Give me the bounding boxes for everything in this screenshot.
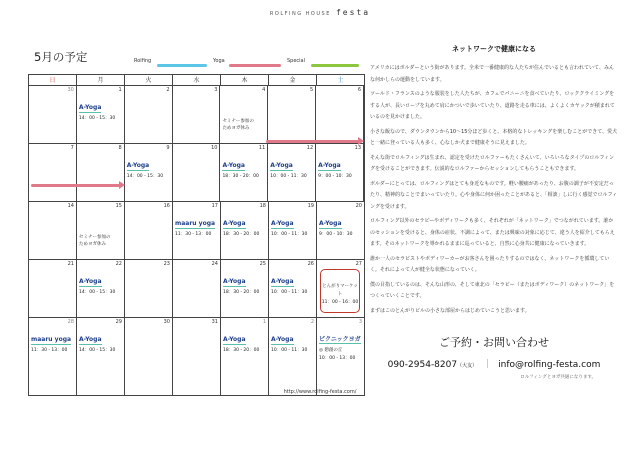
- day-cell[interactable]: [173, 202, 221, 259]
- event-name: A-Yoga: [270, 162, 293, 169]
- day-number: 19: [307, 203, 314, 209]
- article-paragraph: ロルフィング以外のセラピーやボディワークも多く、それぞれが「ネットワーク」でつながれています。誰かのセッションを受けると、身体の症状、不調によって、または興味の対象に応じて、違う人を紹介してもらえます。そのネットワークを導かれるままに巡っていると、自然に心身共に健康になっていきます。: [370, 218, 615, 247]
- day-cell[interactable]: [29, 260, 77, 317]
- day-number: 25: [259, 261, 266, 267]
- weekday-sun: 日: [29, 75, 77, 85]
- day-cell[interactable]: [268, 144, 316, 201]
- contact-row: [370, 357, 618, 370]
- event-name: A-Yoga: [78, 104, 102, 111]
- event-time: 9：00 - 10：30: [319, 232, 353, 237]
- day-number: 26: [307, 261, 314, 267]
- day-number: 30: [163, 319, 170, 325]
- day-cell[interactable]: [317, 318, 364, 395]
- article-paragraph: まずはこのとんがりビルの小さな部屋からはじめていこうと思います。: [370, 307, 530, 314]
- event-place: ◎ 憩創の丘: [319, 348, 343, 353]
- event-a-yoga[interactable]: [222, 152, 265, 179]
- day-number: 17: [211, 203, 218, 209]
- event-a-yoga[interactable]: [270, 152, 313, 179]
- day-cell[interactable]: [125, 144, 173, 201]
- event-time: 10：00 - 11：30: [270, 174, 307, 179]
- day-cell[interactable]: [29, 202, 77, 259]
- event-picnic-yoga[interactable]: [319, 326, 362, 361]
- day-number: 5: [309, 87, 314, 93]
- day-number: 3: [214, 87, 218, 93]
- day-number: 16: [163, 203, 170, 209]
- calendar-week: [29, 318, 364, 395]
- day-cell[interactable]: [77, 260, 125, 317]
- event-time: 10：00 - 11：30: [271, 290, 308, 295]
- phone-contact-name: （大友）: [457, 363, 478, 369]
- day-cell[interactable]: [125, 86, 173, 143]
- day-number: 18: [259, 203, 266, 209]
- event-a-yoga[interactable]: [79, 94, 122, 121]
- event-time: 11：30 - 13：00: [175, 232, 212, 237]
- event-name: maaru yoga: [175, 220, 216, 227]
- article-paragraph: 誰か一人のセラピストやボディワーカーがお客さんを囲ったりするのではなく、ネットワークを循環していく。それによって人が健全な状態になっていく。: [370, 255, 610, 273]
- event-name: A-Yoga: [319, 220, 342, 227]
- seminar-notice: [222, 118, 265, 132]
- article-title: ネットワークで健康になる: [452, 45, 536, 53]
- legend-rolfing-swatch: [157, 64, 207, 67]
- day-number: 9: [166, 145, 170, 151]
- day-cell[interactable]: [77, 144, 125, 201]
- seminar-notice: [79, 234, 122, 248]
- event-time: 18：30 - 20：00: [223, 290, 260, 295]
- weekday-sat: 土: [337, 77, 344, 84]
- day-number: 8: [118, 145, 122, 151]
- day-number: 4: [262, 87, 266, 93]
- event-maaru-yoga[interactable]: [175, 210, 218, 237]
- weekday-tue: 火: [125, 75, 173, 85]
- day-number: 6: [357, 87, 362, 93]
- calendar-title: 5月の予定: [34, 50, 88, 64]
- legend-special-label: Special: [287, 58, 306, 64]
- legend: [0, 59, 370, 71]
- market-event[interactable]: [320, 269, 360, 313]
- event-name: A-Yoga: [271, 336, 294, 343]
- day-cell[interactable]: [220, 86, 268, 143]
- event-name: A-Yoga: [222, 162, 245, 169]
- day-cell[interactable]: [221, 318, 269, 395]
- event-time: 14：00 - 15：30: [79, 290, 116, 295]
- day-cell[interactable]: [173, 86, 221, 143]
- day-cell[interactable]: [268, 86, 316, 143]
- event-name: A-Yoga: [318, 162, 341, 169]
- calendar-week: [29, 86, 364, 144]
- day-number: 15: [115, 203, 122, 209]
- day-cell[interactable]: [173, 260, 221, 317]
- day-number: 2: [166, 87, 170, 93]
- weekday-fri: 金: [269, 75, 317, 85]
- day-cell[interactable]: [221, 260, 269, 317]
- event-a-yoga[interactable]: [127, 152, 170, 179]
- day-number: 21: [67, 261, 74, 267]
- contact-section: [370, 334, 618, 380]
- article-paragraph: 僕の目指しているのは、そんな山形の、そして東北の「セラピー（またはボディワーク）のネットワーク」をつくっていくことです。: [370, 281, 615, 299]
- event-a-yoga[interactable]: [223, 210, 266, 237]
- day-cell[interactable]: [29, 318, 77, 395]
- legend-yoga-label: Yoga: [213, 58, 225, 64]
- day-cell[interactable]: [269, 260, 317, 317]
- yoga-break-arrow: [266, 140, 360, 143]
- day-cell[interactable]: [317, 202, 364, 259]
- market-name: とんがりマーケット: [322, 284, 358, 297]
- day-cell[interactable]: [29, 144, 77, 201]
- day-cell[interactable]: [125, 318, 173, 395]
- day-number: 31: [211, 319, 218, 325]
- event-time: 18：30 - 20：00: [223, 232, 260, 237]
- event-a-yoga[interactable]: [318, 152, 361, 179]
- day-number: 29: [115, 319, 122, 325]
- day-number: 23: [163, 261, 170, 267]
- event-name: A-Yoga: [126, 162, 150, 169]
- day-cell[interactable]: [173, 318, 221, 395]
- calendar-week: [29, 144, 364, 202]
- event-time: 18：30 - 20：00: [222, 174, 259, 179]
- day-number: 20: [355, 203, 362, 209]
- day-cell[interactable]: [316, 144, 364, 201]
- market-time: 11：00 - 16：00: [321, 300, 359, 305]
- article-paragraph: ボルダーにとっては、ロルフィングはとても身近なものです。軽い腰痛があったり、お腹の調子が不安定だったり、精神的なことでまいっていたり。心や身体に何か困ったことがあると、「相談」しに行く感覚でロルフィングを受けます。: [370, 180, 618, 210]
- contact-note: ロルフィングとヨガ共通になります。: [520, 375, 596, 380]
- phone-number[interactable]: 090-2954-8207: [387, 360, 458, 370]
- seminar-line: セミナー参加の: [222, 119, 254, 124]
- event-time: 14：00 - 15：30: [79, 348, 116, 353]
- contact-heading: ご予約・お問い合わせ: [439, 336, 549, 349]
- event-name: ピクニックヨガ: [319, 336, 361, 343]
- event-time: 10：00 - 13：00: [319, 356, 356, 361]
- event-name: A-Yoga: [79, 336, 102, 343]
- event-time: 9：00 - 10：30: [318, 174, 352, 179]
- legend-rolfing-label: Rolfing: [134, 58, 152, 64]
- day-number: 1: [118, 87, 122, 93]
- day-number: 10: [211, 145, 218, 151]
- event-a-yoga[interactable]: [271, 326, 314, 353]
- event-name: A-Yoga: [223, 220, 246, 227]
- day-number: 11: [258, 145, 266, 151]
- calendar-grid: [28, 74, 365, 396]
- article: [370, 44, 618, 320]
- event-time: 14：00 - 15：30: [78, 116, 116, 121]
- day-number: 14: [67, 203, 74, 209]
- day-cell[interactable]: [173, 144, 221, 201]
- day-cell[interactable]: [125, 202, 173, 259]
- event-name: maaru yoga: [31, 336, 72, 343]
- event-name: A-Yoga: [223, 336, 246, 343]
- calendar-week: [29, 202, 364, 260]
- day-cell[interactable]: [269, 202, 317, 259]
- day-cell[interactable]: [77, 202, 125, 259]
- event-name: A-Yoga: [79, 278, 102, 285]
- event-time: 14：00 - 15：30: [126, 174, 164, 179]
- email-link[interactable]: info@rolfing-festa.com: [498, 360, 601, 370]
- day-cell[interactable]: [220, 144, 268, 201]
- event-time: 10：00 - 11：30: [271, 348, 308, 353]
- seminar-line: セミナー参加の: [79, 235, 111, 240]
- legend-special-swatch: [311, 64, 359, 67]
- day-number: 30: [67, 87, 74, 93]
- event-name: A-Yoga: [271, 278, 294, 285]
- weekday-thu: 木: [221, 75, 269, 85]
- contact-separator: ｜: [483, 360, 493, 370]
- seminar-line: ためヨガ休み: [222, 126, 250, 131]
- day-cell[interactable]: [125, 260, 173, 317]
- event-maaru-yoga[interactable]: [31, 326, 74, 353]
- day-number: 28: [67, 319, 74, 325]
- day-cell[interactable]: [316, 86, 364, 143]
- website-url[interactable]: http://www.rolfing-festa.com/: [283, 389, 357, 395]
- day-number: 1: [262, 319, 266, 325]
- day-number: 2: [310, 319, 314, 325]
- masthead: [0, 8, 640, 17]
- day-cell[interactable]: [221, 202, 269, 259]
- article-paragraph: ツールド・フランスのような服装をした人たちが、カフェでパニーニを食べていたり、ロッククライミングをする人が、長いロープを丸めて肩にかついで歩いていたり、道路を走る車には、よくよくカヤックが積まれているのを見かけました。: [370, 91, 615, 120]
- weekday-mon: 月: [77, 75, 125, 85]
- legend-yoga-swatch: [229, 64, 281, 67]
- event-time: 18：30 - 20：00: [223, 348, 260, 353]
- event-a-yoga[interactable]: [319, 210, 362, 237]
- weekday-wed: 水: [173, 75, 221, 85]
- article-paragraph: そんな街でロルフィングは生まれ、認定を受けたロルファーもたくさんいて、いろいろなタイプのロルフィングを受けることができます。伝説的なロルファーからセッションしてもらうこともできます。: [370, 154, 614, 172]
- brand-name: festa: [335, 8, 371, 17]
- event-name: A-Yoga: [271, 220, 294, 227]
- event-a-yoga[interactable]: [271, 268, 314, 295]
- event-name: A-Yoga: [223, 278, 246, 285]
- day-number: 13: [354, 145, 362, 151]
- day-number: 22: [115, 261, 122, 267]
- event-a-yoga[interactable]: [79, 268, 122, 295]
- article-paragraph: 小さな飯なので、ダウンタウンから10〜15分ほど歩くと、本格的なトレッキングを楽しむことができて、愛犬と一緒に登っている人も多く、心なしか犬まで健康そうに見えました。: [370, 128, 618, 146]
- event-a-yoga[interactable]: [223, 326, 266, 353]
- event-time: 10：00 - 11：30: [271, 232, 308, 237]
- day-number: 3: [358, 319, 362, 325]
- event-a-yoga[interactable]: [223, 268, 266, 295]
- day-cell[interactable]: [29, 86, 77, 143]
- day-cell[interactable]: [77, 318, 125, 395]
- event-time: 11：30 - 13：00: [31, 348, 68, 353]
- day-number: 7: [70, 145, 74, 151]
- day-number: 12: [306, 145, 314, 151]
- day-cell[interactable]: [77, 86, 125, 143]
- calendar-week: [29, 260, 364, 318]
- event-a-yoga[interactable]: [79, 326, 122, 353]
- day-number: 24: [211, 261, 218, 267]
- masthead-prefix: ROLFING HOUSE: [269, 11, 331, 17]
- event-a-yoga[interactable]: [271, 210, 314, 237]
- article-paragraph: アメリカにはボルダーという街があります。全米で一番健康的な人たちが住んでいるとも言われていて、みんな何かしらの運動をしています。: [370, 65, 614, 83]
- day-cell[interactable]: [269, 318, 317, 395]
- seminar-line: ためヨガ休み: [79, 242, 106, 247]
- day-cell[interactable]: [317, 260, 364, 317]
- weekday-header: [29, 75, 364, 86]
- yoga-break-arrow: [31, 184, 121, 187]
- day-number: 27: [355, 261, 362, 267]
